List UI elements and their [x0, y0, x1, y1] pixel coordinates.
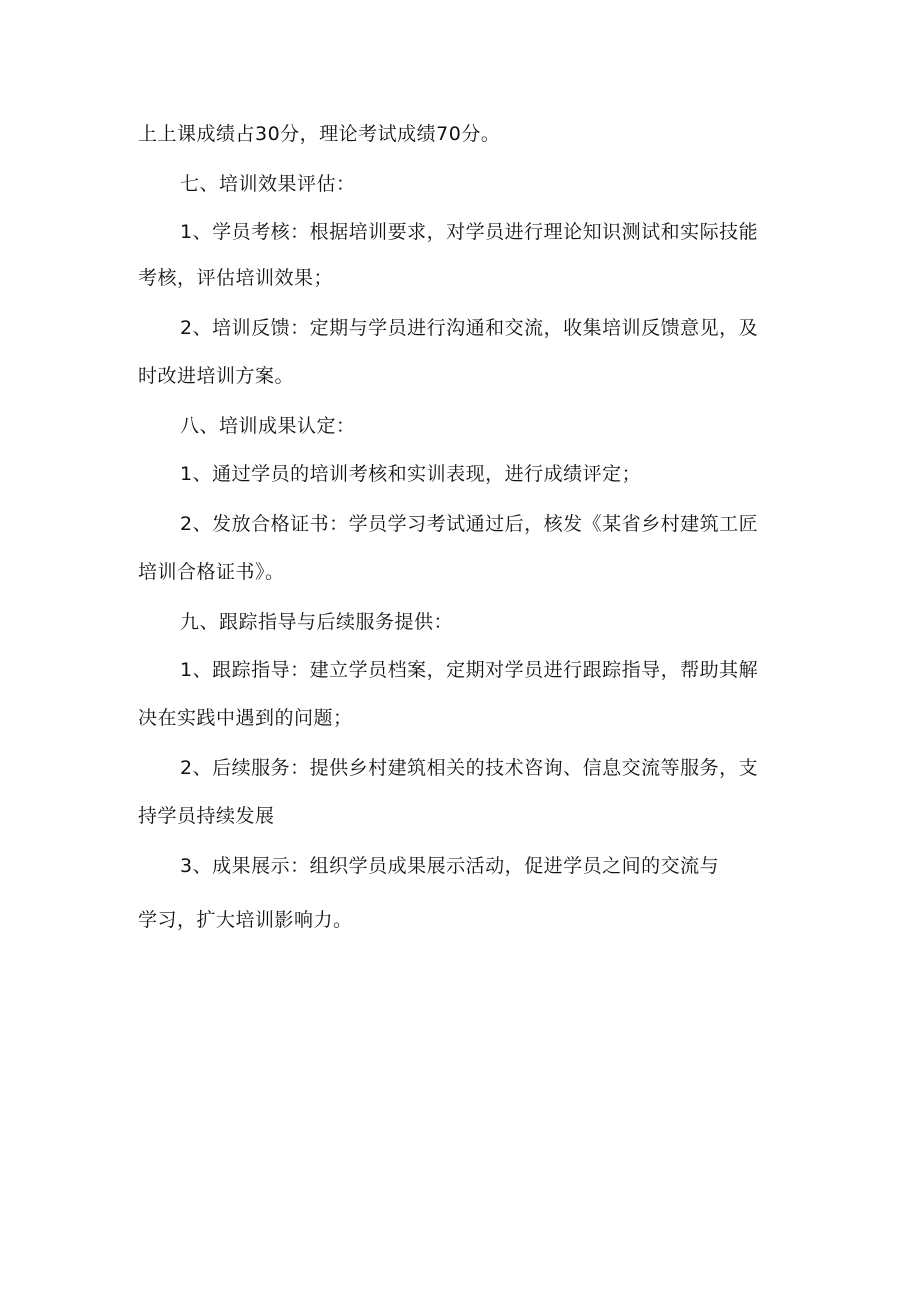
- text-line: 1、通过学员的培训考核和实训表现，进行成绩评定；: [180, 463, 642, 485]
- section-heading: 七、培训效果评估：: [180, 173, 356, 195]
- text-line: 学习，扩大培训影响力。: [138, 909, 353, 931]
- section-heading: 八、培训成果认定：: [180, 415, 356, 437]
- text-line: 2、后续服务：提供乡村建筑相关的技术咨询、信息交流等服务，支: [180, 757, 759, 779]
- text-line: 上上课成绩占30分，理论考试成绩70分。: [138, 123, 501, 145]
- text-line: 决在实践中遇到的问题；: [138, 707, 353, 729]
- text-line: 2、发放合格证书：学员学习考试通过后，核发《某省乡村建筑工匠: [180, 513, 759, 535]
- text-line: 时改进培训方案。: [138, 365, 295, 387]
- text-line: 2、培训反馈：定期与学员进行沟通和交流，收集培训反馈意见，及: [180, 317, 759, 339]
- section-heading: 九、跟踪指导与后续服务提供：: [180, 611, 454, 633]
- text-line: 3、成果展示：组织学员成果展示活动，促进学员之间的交流与: [180, 855, 720, 877]
- text-line: 持学员持续发展: [138, 805, 275, 827]
- text-line: 1、跟踪指导：建立学员档案，定期对学员进行跟踪指导，帮助其解: [180, 659, 759, 681]
- text-line: 培训合格证书》。: [138, 561, 285, 583]
- text-line: 考核，评估培训效果；: [138, 267, 334, 289]
- text-line: 1、学员考核：根据培训要求，对学员进行理论知识测试和实际技能: [180, 221, 759, 243]
